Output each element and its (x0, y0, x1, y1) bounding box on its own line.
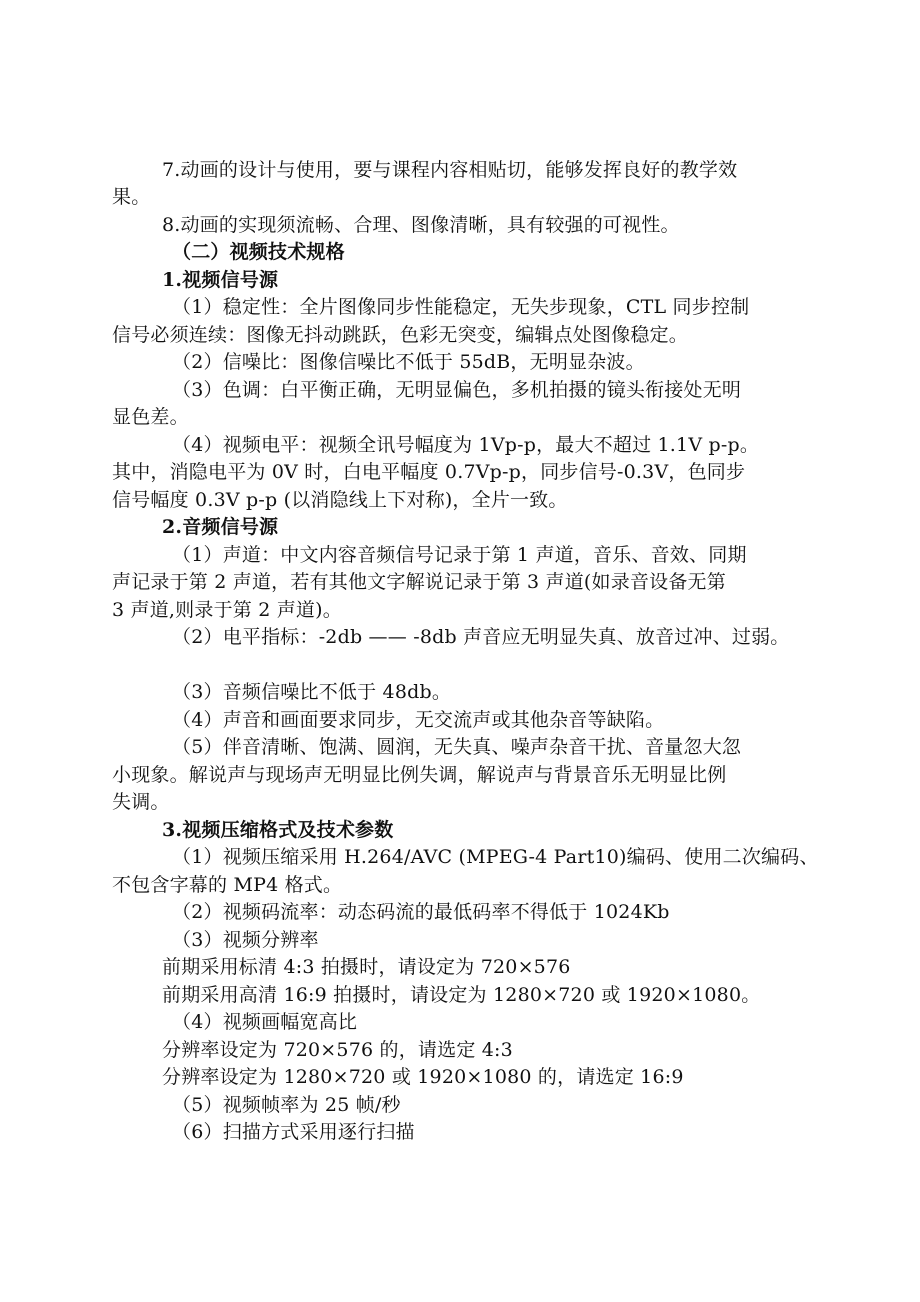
paragraph-line: （1）声道：中文内容音频信号记录于第 1 声道，音乐、音效、同期 (172, 544, 747, 566)
paragraph-line: 果。 (112, 186, 151, 208)
paragraph-line: （1）视频压缩采用 H.264/AVC (MPEG-4 Part10)编码、使用二次编码、 (172, 846, 819, 868)
paragraph-line: （5）视频帧率为 25 帧/秒 (172, 1094, 401, 1116)
paragraph-line: 7.动画的设计与使用，要与课程内容相贴切，能够发挥良好的教学效 (162, 159, 738, 181)
subsection-heading: 3.视频压缩格式及技术参数 (162, 819, 394, 841)
paragraph-line: （4）视频电平：视频全讯号幅度为 1Ⅴp-p，最大不超过 1.1Ⅴ p-p。 (172, 434, 760, 456)
paragraph-line: （3）色调：白平衡正确，无明显偏色，多机拍摄的镜头衔接处无明 (172, 379, 742, 401)
paragraph-line: 分辨率设定为 720×576 的，请选定 4:3 (162, 1039, 513, 1061)
paragraph-line: （3）音频信噪比不低于 48db。 (172, 681, 452, 703)
paragraph-line: 不包含字幕的 MP4 格式。 (112, 874, 343, 896)
section-heading: （二）视频技术规格 (172, 241, 345, 263)
paragraph-line: （1）稳定性：全片图像同步性能稳定，无失步现象，CTL 同步控制 (172, 296, 750, 318)
paragraph-line: （4）视频画幅宽高比 (172, 1011, 358, 1033)
paragraph-line: 小现象。解说声与现场声无明显比例失调，解说声与背景音乐无明显比例 (112, 764, 727, 786)
subsection-heading: 1.视频信号源 (162, 269, 279, 291)
subsection-heading: 2.音频信号源 (162, 516, 279, 538)
paragraph-line: 3 声道,则录于第 2 声道)。 (112, 599, 342, 621)
paragraph-line: 8.动画的实现须流畅、合理、图像清晰，具有较强的可视性。 (162, 214, 680, 236)
paragraph-line: 失调。 (112, 791, 170, 813)
paragraph-line: 信号幅度 0.3V p-p (以消隐线上下对称)，全片一致。 (112, 489, 568, 511)
paragraph-line: （2）电平指标：-2db —— -8db 声音应无明显失真、放音过冲、过弱。 (172, 626, 790, 648)
paragraph-line: 前期采用高清 16:9 拍摄时，请设定为 1280×720 或 1920×1080。 (162, 984, 761, 1006)
paragraph-line: （2）视频码流率：动态码流的最低码率不得低于 1024Kb (172, 901, 670, 923)
paragraph-line: 显色差。 (112, 406, 189, 428)
paragraph-line: （3）视频分辨率 (172, 929, 319, 951)
paragraph-line: 声记录于第 2 声道，若有其他文字解说记录于第 3 声道(如录音设备无第 (112, 571, 726, 593)
paragraph-line: （2）信噪比：图像信噪比不低于 55dB，无明显杂波。 (172, 351, 645, 373)
paragraph-line: 其中，消隐电平为 0V 时，白电平幅度 0.7Ⅴp-p，同步信号-0.3V，色同步 (112, 461, 746, 483)
paragraph-line: （5）伴音清晰、饱满、圆润，无失真、噪声杂音干扰、音量忽大忽 (172, 736, 742, 758)
paragraph-line: 分辨率设定为 1280×720 或 1920×1080 的，请选定 16:9 (162, 1066, 684, 1088)
paragraph-line: 前期采用标清 4:3 拍摄时，请设定为 720×576 (162, 956, 571, 978)
paragraph-line: 信号必须连续：图像无抖动跳跃，色彩无突变，编辑点处图像稳定。 (112, 324, 689, 346)
paragraph-line: （4）声音和画面要求同步，无交流声或其他杂音等缺陷。 (172, 709, 665, 731)
paragraph-line: （6）扫描方式采用逐行扫描 (172, 1121, 415, 1143)
